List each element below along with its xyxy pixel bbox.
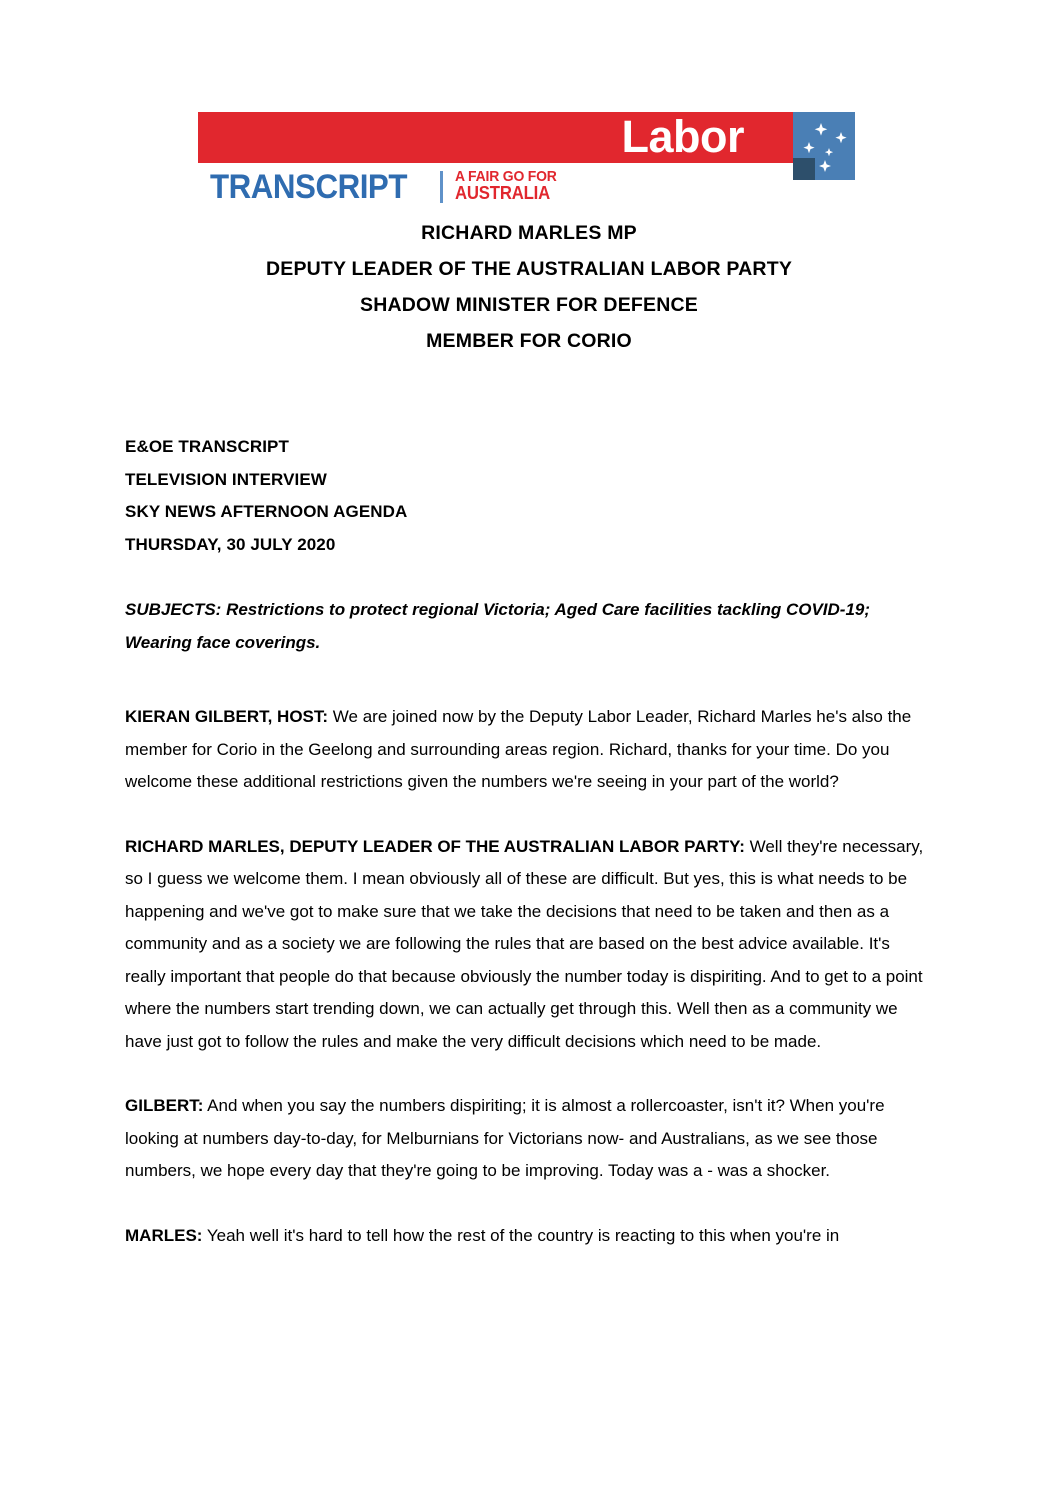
meta-line-program: SKY NEWS AFTERNOON AGENDA	[125, 502, 408, 521]
transcript-paragraph-gilbert-1	[125, 701, 935, 799]
transcript-body	[125, 594, 935, 1252]
transcript-meta-block	[125, 431, 935, 561]
spacer	[125, 799, 935, 831]
subjects-line: SUBJECTS: Restrictions to protect regional Victoria; Aged Care facilities tackling COVID-19; Wearing face coverings.	[125, 600, 871, 652]
transcript-paragraph-marles-2	[125, 1220, 935, 1253]
spacer	[125, 659, 935, 701]
tagline	[455, 169, 557, 204]
logo-divider	[440, 171, 443, 203]
spacer	[125, 1058, 935, 1090]
meta-line-eoe: E&OE TRANSCRIPT	[125, 437, 289, 456]
tagline-line-2: AUSTRALIA	[455, 183, 551, 203]
title-line-role-shadow-minister: SHADOW MINISTER FOR DEFENCE	[360, 294, 698, 316]
speaker-label-gilbert: GILBERT:	[125, 1096, 204, 1115]
speech-text: We are joined now by the Deputy Labor Leader, Richard Marles he's also the member for Corio in the Geelong and surrounding areas region. Richard, thanks for your time. Do you welcome these additional restrictions given the numbers we're seeing in your part of the world?	[125, 707, 912, 791]
transcript-wordmark: TRANSCRIPT	[210, 168, 407, 206]
speech-text: Yeah well it's hard to tell how the rest of the country is reacting to this when you're in	[202, 1225, 840, 1245]
transcript-paragraph-marles-1	[125, 831, 935, 1059]
letterhead	[198, 112, 856, 204]
meta-line-date: THURSDAY, 30 JULY 2020	[125, 534, 336, 554]
red-banner	[198, 112, 806, 163]
speech-text: Well they're necessary, so I guess we welcome them. I mean obviously all of these are difficult. But yes, this is what needs to be happening and we've got to make sure that we take the decisions that need to be taken and then as a community and as a society we are following the rules that are based on the best advice available. It's really important that people do that because obviously the number today is dispiriting. And to get to a point where the numbers start trending down, we can actually get through this. Well then as a community we have just got to follow the rules and make the very difficult decisions which need to be made.	[125, 836, 924, 1051]
labor-brand-word: Labor	[621, 111, 744, 162]
flag-notch	[793, 158, 815, 180]
speaker-label-kieran-gilbert: KIERAN GILBERT, HOST:	[125, 707, 329, 726]
meta-line-format: TELEVISION INTERVIEW	[125, 469, 327, 489]
speaker-label-marles: MARLES:	[125, 1225, 203, 1245]
title-line-name: RICHARD MARLES MP	[421, 222, 637, 244]
logo-wordmark-row	[210, 164, 564, 204]
title-line-role-deputy-leader: DEPUTY LEADER OF THE AUSTRALIAN LABOR PARTY	[265, 258, 793, 280]
southern-cross-stars-icon	[793, 112, 855, 180]
speaker-label-richard-marles: RICHARD MARLES, DEPUTY LEADER OF THE AUSTRALIAN LABOR PARTY:	[125, 836, 745, 856]
speech-text: And when you say the numbers dispiriting; it is almost a rollercoaster, isn't it? When you're looking at numbers day-to-day, for Melburnians for Victorians now- and Australians, as we see those numbers, we hope every day that they're going to be improving. Today was a - was a shocker.	[125, 1096, 885, 1180]
spacer	[125, 1188, 935, 1220]
transcript-paragraph-gilbert-2	[125, 1090, 935, 1188]
title-line-role-member: MEMBER FOR CORIO	[426, 330, 632, 352]
document-title-block	[129, 215, 929, 359]
tagline-line-1: A FAIR GO FOR	[455, 168, 557, 185]
